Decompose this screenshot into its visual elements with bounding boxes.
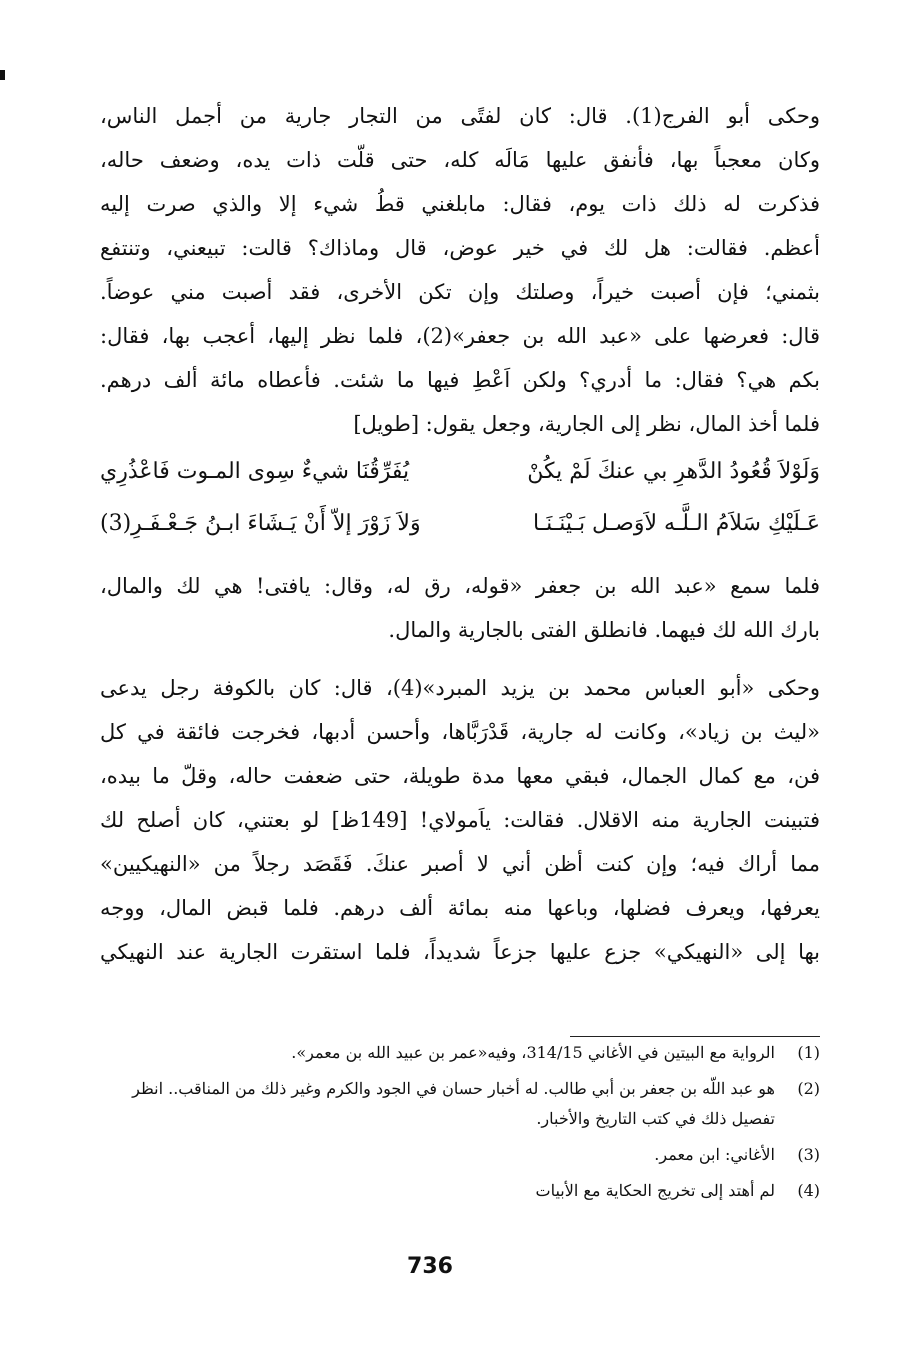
- footnote: [100, 1074, 820, 1134]
- text-line: وحكى «أبو العباس محمد بن يزيد المبرد»(4)، قال: كان بالكوفة رجل يدعى: [100, 676, 820, 700]
- text-line: بكم هي؟ فقال: ما أدري؟ ولكن اَعْطِ فيها ما شئت. فأعطاه مائة ألف درهم.: [100, 368, 820, 392]
- footnote-text: الرواية مع البيتين في الأغاني 314/15، وفيه«عمر بن عبيد الله بن معمر».: [291, 1043, 775, 1062]
- text-line: بثمني؛ فإن أصبت خيراً، وصلتك وإن تكن الأخرى، فقد أصبت مني عوضاً.: [100, 280, 820, 304]
- text-line: «ليث بن زياد»، وكانت له جارية، قَدْرَبَّاها، وأحسن أدبها، فخرجت فائقة في كل: [100, 720, 820, 744]
- text-line: وكان معجباً بها، فأنفق عليها مَالَه كله، حتى قلّت ذات يده، وضعف حاله،: [100, 148, 820, 172]
- text-line: فتبينت الجارية منه الاقلال. فقالت: ياَمولاي! [149ظ] لو بعتني، كان أصلح لك: [100, 808, 820, 832]
- footnote-number: (3): [797, 1145, 820, 1164]
- verse-hemistich: يُفَرِّقُنَا شيءٌ سِوى المـوت فَاعْذُرِي: [100, 459, 410, 484]
- verse-line: [100, 446, 820, 498]
- text-line: بها إلى «النهيكي» جزع عليها جزعاً شديداً، فلما استقرت الجارية عند النهيكي: [100, 940, 820, 964]
- text-line: فن، مع كمال الجمال، فبقي معها مدة طويلة، حتى ضعفت حاله، وقلّ ما بيده،: [100, 764, 820, 788]
- text-line: فذكرت له ذلك ذات يوم، فقال: مابلغني قطُ شيء إلا والذي صرت إليه: [100, 192, 820, 216]
- footnote: [100, 1140, 820, 1170]
- text-line: بارك الله لك فيهما. فانطلق الفتى بالجارية والمال.: [388, 618, 820, 642]
- verse-hemistich: وَلَوْلاَ قُعُودُ الدَّهرِ بي عنكَ لَمْ يكُنْ: [527, 459, 820, 484]
- text-line: يعرفها، ويعرف فضلها، وباعها منه بمائة ألف درهم. فلما قبض المال، ووجه: [100, 896, 820, 920]
- verse-line: [100, 498, 820, 550]
- footnote-number: (4): [797, 1181, 820, 1200]
- footnote-text: لم أهتد إلى تخريج الحكاية مع الأبيات: [535, 1181, 775, 1200]
- footnote: [100, 1176, 820, 1206]
- text-line: أعظم. فقالت: هل لك في خير عوض، قال وماذاك؟ قالت: تبيعني، وتنتفع: [100, 236, 820, 260]
- text-line: وحكى أبو الفرج(1). قال: كان لفتًى من التجار جارية من أجمل الناس،: [100, 104, 820, 128]
- main-text: [100, 94, 820, 974]
- footnote-text: هو عبد اللّه بن جعفر بن أبي طالب. له أخبار حسان في الجود والكرم وغير ذلك من المناقب.. انظر تفصيل ذلك في كتب التاريخ والأخبار.: [132, 1079, 775, 1128]
- text-line: فلما سمع «عبد الله بن جعفر «قوله، رق له، وقال: يافتى! هي لك والمال،: [100, 574, 820, 598]
- footnote: [100, 1038, 820, 1068]
- text-line: فلما أخذ المال، نظر إلى الجارية، وجعل يقول: [طويل]: [353, 412, 820, 436]
- text-line: مما أراك فيه؛ وإن كنت أظن أني لا أصبر عنكَ. فَقَصَد رجلاً من «النهيكيين»: [100, 852, 820, 876]
- margin-mark: [0, 70, 5, 80]
- page-number: 736: [407, 1254, 453, 1279]
- verse-hemistich: وَلاَ زَوْرَ إلاّ أَنْ يَـشَاءَ ابـنُ جَـعْـفَـرِ(3): [100, 511, 421, 536]
- footnote-number: (1): [797, 1043, 820, 1062]
- footnote-number: (2): [797, 1079, 820, 1098]
- footnote-separator: [570, 1036, 820, 1037]
- text-line: قال: فعرضها على «عبد الله بن جعفر»(2)، فلما نظر إليها، أعجب بها، فقال:: [100, 324, 820, 348]
- verse-hemistich: عَـلَيْكِ سَلاَمُ الـلَّـه لاَوَصـل بَـيْنَـنَـا: [532, 511, 820, 536]
- footnote-text: الأغاني: ابن معمر.: [654, 1145, 775, 1164]
- footnotes: [100, 1038, 820, 1212]
